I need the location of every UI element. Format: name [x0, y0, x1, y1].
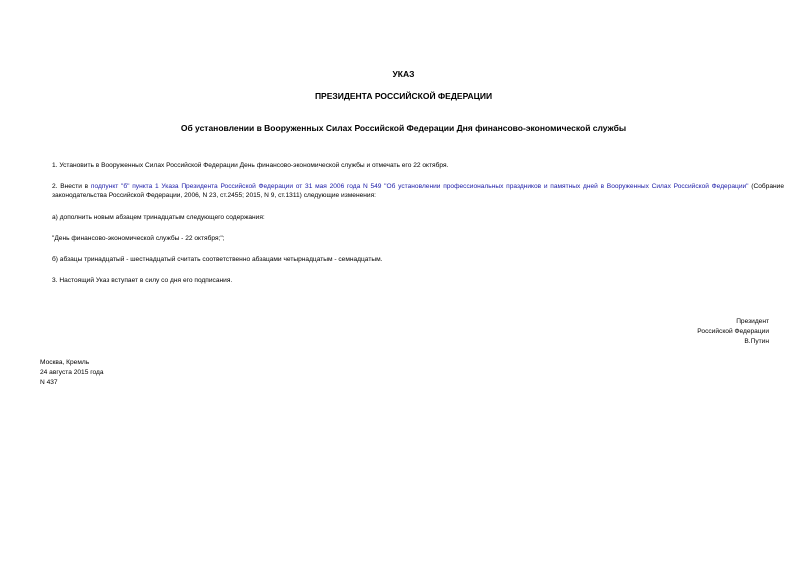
- paragraph-a: а) дополнить новым абзацем тринадцатым следующего содержания:: [52, 214, 265, 221]
- quoted-text: "День финансово-экономической службы - 22 октября;";: [52, 235, 225, 242]
- paragraph-2-rest: (Собрание законодательства Российской Федерации, 2006, N 23, ст.2455; 2015, N 9, ст.1311) следующие изменения:: [52, 183, 784, 199]
- signature-position: Президент: [736, 318, 769, 325]
- signature-name: В.Путин: [744, 338, 769, 345]
- issue-details: [40, 358, 104, 388]
- paragraph-2: [40, 182, 784, 200]
- document-subject: Об установлении в Вооруженных Силах Российской Федерации Дня финансово-экономической службы: [180, 123, 627, 133]
- document-issuer: ПРЕЗИДЕНТА РОССИЙСКОЙ ФЕДЕРАЦИИ: [314, 91, 493, 101]
- paragraph-3: 3. Настоящий Указ вступает в силу со дня его подписания.: [52, 277, 233, 284]
- issue-number: N 437: [40, 379, 58, 386]
- paragraph-b: б) абзацы тринадцатый - шестнадцатый считать соответственно абзацами четырнадцатым - семнадцатым.: [52, 256, 383, 263]
- issue-place: Москва, Кремль: [40, 359, 90, 366]
- document-title: УКАЗ: [392, 69, 415, 79]
- signature-country: Российской Федерации: [697, 328, 769, 335]
- decree-549-link[interactable]: подпункт "б" пункта 1 Указа Президента Российской Федерации от 31 мая 2006 года N 549 "Об установлении профессиональных праздников и памятных дней в Вооруженных Силах Российской Федерации": [90, 183, 749, 190]
- paragraph-1: 1. Установить в Вооруженных Силах Российской Федерации День финансово-экономической службы и отмечать его 22 октября.: [52, 162, 449, 169]
- signature-block: [697, 317, 769, 347]
- issue-date: 24 августа 2015 года: [40, 369, 104, 376]
- paragraph-2-prefix: 2. Внести в: [52, 183, 91, 190]
